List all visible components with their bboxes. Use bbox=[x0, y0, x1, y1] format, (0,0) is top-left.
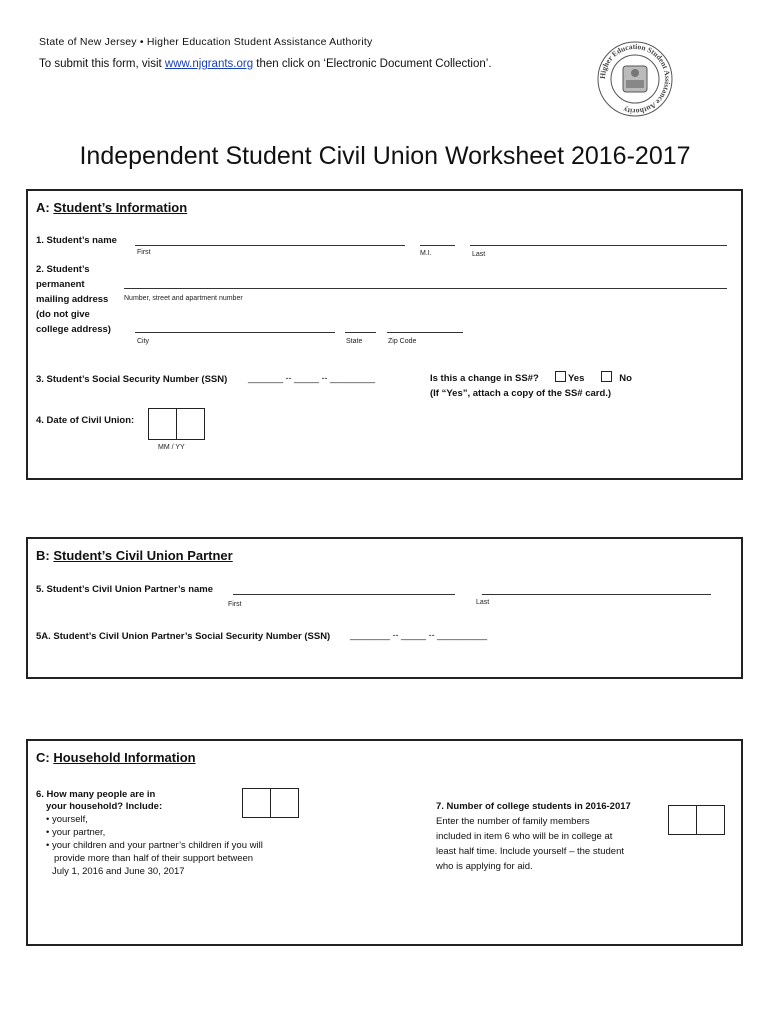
section-c-household-information bbox=[26, 739, 743, 946]
city-caption: City bbox=[137, 338, 150, 345]
section-a-prefix: A: bbox=[36, 200, 54, 215]
hesaa-seal-logo bbox=[596, 40, 674, 118]
section-b-civil-union-partner bbox=[26, 537, 743, 679]
q1-label: 1. Student’s name bbox=[36, 235, 117, 246]
state-caption: State bbox=[346, 338, 363, 345]
q2-label bbox=[36, 264, 111, 335]
q2-line: permanent bbox=[36, 279, 85, 290]
njgrants-link[interactable]: www.njgrants.org bbox=[164, 58, 254, 70]
partner-first-name-field[interactable] bbox=[233, 594, 455, 595]
q2-line: (do not give bbox=[36, 309, 90, 320]
page-title: Independent Student Civil Union Worksheet 2016-2017 bbox=[79, 142, 691, 170]
q7-label: 7. Number of college students in 2016-2017 bbox=[436, 801, 631, 812]
list-item: • yourself, bbox=[46, 814, 88, 825]
q5a-label: 5A. Student’s Civil Union Partner’s Social Security Number (SSN) bbox=[36, 631, 331, 642]
state-field[interactable] bbox=[345, 332, 376, 333]
q2-line: mailing address bbox=[36, 294, 109, 305]
college-count-box-1[interactable] bbox=[668, 805, 697, 835]
q3-label: 3. Student’s Social Security Number (SSN) bbox=[36, 374, 228, 385]
section-a-title: Student’s Information bbox=[53, 200, 188, 215]
street-address-field[interactable] bbox=[124, 288, 727, 289]
city-field[interactable] bbox=[135, 332, 335, 333]
seal-lettering: Higher Education Student Assistance Authority bbox=[597, 41, 673, 117]
mi-caption: M.I. bbox=[420, 250, 432, 257]
q4-label: 4. Date of Civil Union: bbox=[36, 415, 135, 426]
section-a-heading bbox=[36, 200, 187, 215]
no-label: No bbox=[619, 373, 632, 384]
section-a-student-information bbox=[26, 189, 743, 480]
last-name-field[interactable] bbox=[470, 245, 727, 246]
yes-label: Yes bbox=[568, 373, 585, 384]
partner-last-name-field[interactable] bbox=[482, 594, 711, 595]
state-authority-line: State of New Jersey • Higher Education Student Assistance Authority bbox=[39, 36, 373, 48]
yes-option[interactable] bbox=[555, 371, 584, 384]
no-option[interactable] bbox=[601, 371, 632, 384]
section-c-title: Household Information bbox=[53, 750, 196, 765]
q7-line: included in item 6 who will be in college at bbox=[436, 831, 613, 842]
partner-ssn-field[interactable]: ________ -- _____ -- __________ bbox=[350, 630, 488, 640]
yes-checkbox[interactable] bbox=[555, 371, 566, 382]
middle-initial-field[interactable] bbox=[420, 245, 455, 246]
zip-caption: Zip Code bbox=[388, 338, 417, 345]
section-b-heading bbox=[36, 548, 233, 563]
q6-include-list bbox=[46, 813, 263, 878]
date-format-caption: MM / YY bbox=[158, 444, 185, 451]
submit-suffix: then click on ‘Electronic Document Collection’. bbox=[253, 58, 492, 70]
list-item: • your children and your partner’s children if you will bbox=[46, 840, 263, 851]
section-b-prefix: B: bbox=[36, 548, 54, 563]
household-count-box-2[interactable] bbox=[270, 788, 299, 818]
ssn-change-question: Is this a change in SS#? bbox=[430, 373, 539, 384]
union-month-box[interactable] bbox=[148, 408, 177, 440]
submit-prefix: To submit this form, visit bbox=[39, 58, 165, 70]
submit-instructions bbox=[39, 58, 492, 70]
q5-label: 5. Student’s Civil Union Partner’s name bbox=[36, 584, 214, 595]
q6-label-line1: 6. How many people are in bbox=[36, 789, 156, 800]
last-caption: Last bbox=[472, 251, 486, 258]
list-item: • your partner, bbox=[46, 827, 106, 838]
union-year-box[interactable] bbox=[176, 408, 205, 440]
college-count-box-2[interactable] bbox=[696, 805, 725, 835]
q7-instructions bbox=[436, 814, 624, 874]
first-name-field[interactable] bbox=[135, 245, 405, 246]
section-b-title: Student’s Civil Union Partner bbox=[53, 548, 233, 563]
partner-first-caption: First bbox=[228, 601, 242, 608]
q2-line: 2. Student’s bbox=[36, 264, 90, 275]
street-caption: Number, street and apartment number bbox=[124, 295, 243, 302]
household-count-box-1[interactable] bbox=[242, 788, 271, 818]
list-item: provide more than half of their support between bbox=[54, 853, 254, 864]
first-caption: First bbox=[137, 249, 151, 256]
q7-line: least half time. Include yourself – the student bbox=[436, 846, 624, 857]
section-c-prefix: C: bbox=[36, 750, 54, 765]
partner-last-caption: Last bbox=[476, 599, 490, 606]
list-item: July 1, 2016 and June 30, 2017 bbox=[52, 866, 185, 877]
q7-line: Enter the number of family members bbox=[436, 816, 590, 827]
q2-line: college address) bbox=[36, 324, 111, 335]
ssn-field[interactable]: _______ -- _____ -- _________ bbox=[248, 373, 376, 383]
q7-line: who is applying for aid. bbox=[436, 861, 533, 872]
section-c-heading bbox=[36, 750, 196, 765]
zip-field[interactable] bbox=[387, 332, 463, 333]
q6-label-line2: your household? Include: bbox=[46, 801, 163, 812]
no-checkbox[interactable] bbox=[601, 371, 612, 382]
ssn-change-note: (If “Yes”, attach a copy of the SS# card.) bbox=[430, 388, 612, 399]
